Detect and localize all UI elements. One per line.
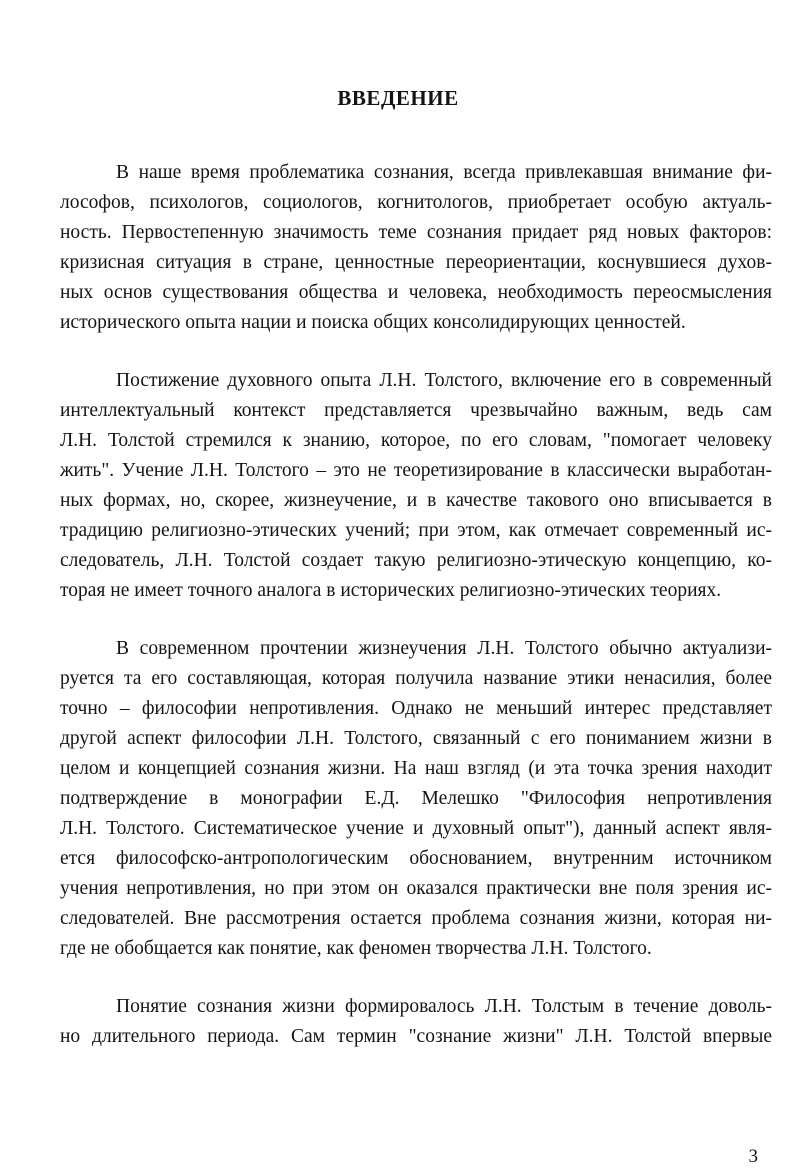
text-line: Л.Н. Толстого. Систематическое учение и духовный опыт"), данный аспект явля- [60, 818, 772, 839]
text-line: Постижение духовного опыта Л.Н. Толстого, включение его в современный [116, 370, 772, 391]
text-line: следователь, Л.Н. Толстой создает такую религиозно-этическую концепцию, ко- [60, 550, 772, 571]
text-line: лософов, психологов, социологов, когнитологов, приобретает особую актуаль- [60, 192, 772, 213]
text-line: В наше время проблематика сознания, всегда привлекавшая внимание фи- [116, 162, 772, 183]
page-number: 3 [748, 1146, 758, 1167]
text-line: жить". Учение Л.Н. Толстого – это не теоретизирование в классически выработан- [60, 460, 772, 481]
text-line: ных основ существования общества и человека, необходимость переосмысления [60, 282, 772, 303]
text-line: другой аспект философии Л.Н. Толстого, связанный с его пониманием жизни в [60, 728, 772, 749]
text-line: ных формах, но, скорее, жизнеучение, и в качестве такового оно вписывается в [60, 490, 772, 511]
text-line: Понятие сознания жизни формировалось Л.Н. Толстым в течение доволь- [116, 996, 772, 1017]
text-line: кризисная ситуация в стране, ценностные переориентации, коснувшиеся духов- [60, 252, 772, 273]
text-line: Л.Н. Толстой стремился к знанию, которое, по его словам, "помогает человеку [60, 430, 772, 451]
text-line: руется та его составляющая, которая получила название этики ненасилия, более [60, 668, 772, 689]
text-line: ность. Первостепенную значимость теме сознания придает ряд новых факторов: [60, 222, 772, 243]
text-line: интеллектуальный контекст представляется чрезвычайно важным, ведь сам [60, 400, 772, 421]
text-line: торая не имеет точного аналога в исторических религиозно-этических теориях. [60, 580, 722, 601]
text-line: учения непротивления, но при этом он оказался практически вне поля зрения ис- [60, 878, 772, 899]
text-line: целом и концепцией сознания жизни. На наш взгляд (и эта точка зрения находит [60, 758, 772, 779]
text-line: но длительного периода. Сам термин "сознание жизни" Л.Н. Толстой впервые [60, 1026, 772, 1047]
text-line: ется философско-антропологическим обоснованием, внутренним источником [60, 848, 772, 869]
text-line: подтверждение в монографии Е.Д. Мелешко "Философия непротивления [60, 788, 772, 809]
page-title: ВВЕДЕНИЕ [337, 86, 459, 110]
text-line: где не обобщается как понятие, как феномен творчества Л.Н. Толстого. [60, 938, 652, 959]
text-line: следователей. Вне рассмотрения остается проблема сознания жизни, которая ни- [60, 908, 772, 929]
text-line: В современном прочтении жизнеучения Л.Н. Толстого обычно актуализи- [116, 638, 772, 659]
text-line: традицию религиозно-этических учений; при этом, как отмечает современный ис- [60, 520, 772, 541]
text-line: точно – философии непротивления. Однако не меньший интерес представляет [60, 698, 772, 719]
text-line: исторического опыта нации и поиска общих консолидирующих ценностей. [60, 312, 686, 333]
body-text [60, 158, 772, 1052]
